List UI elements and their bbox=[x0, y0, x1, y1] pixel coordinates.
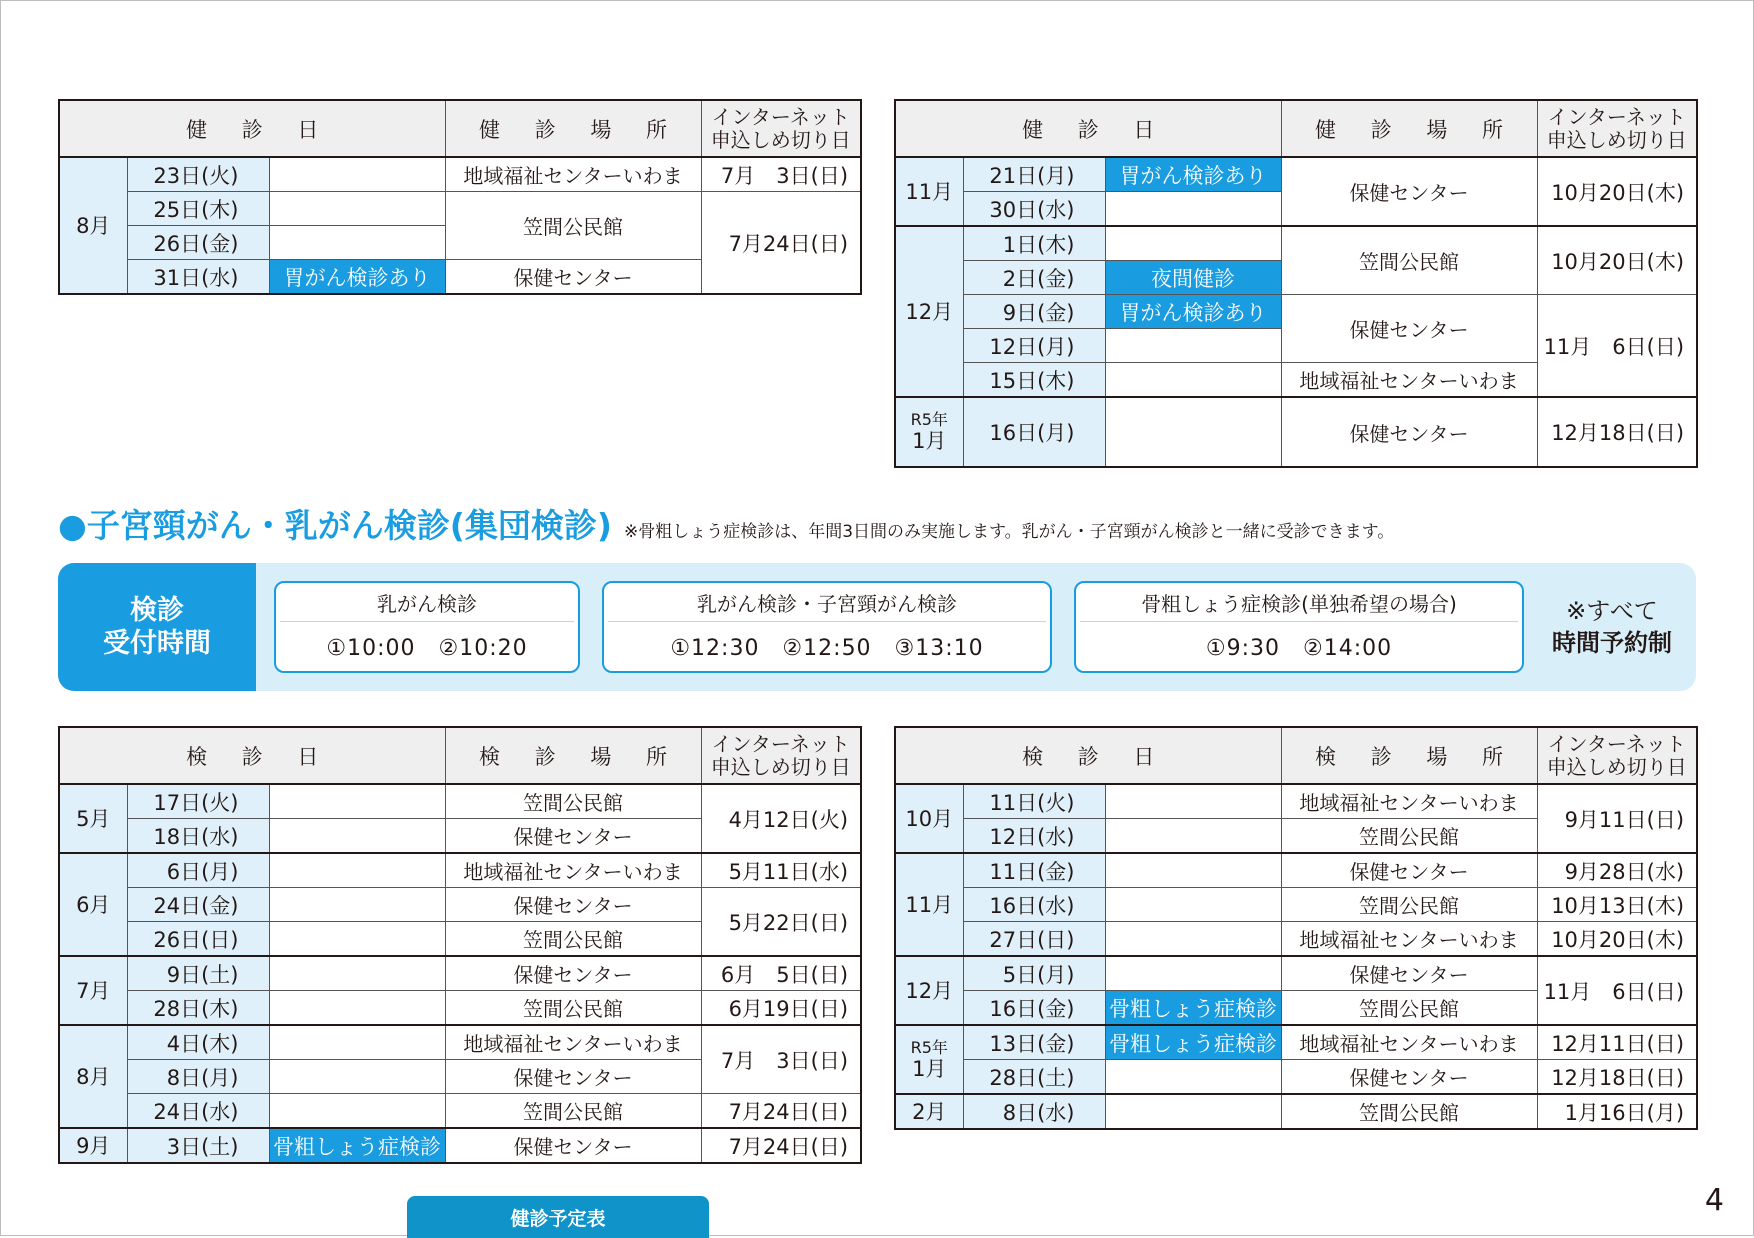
deadline-cell: 12月11日(日) bbox=[1537, 1025, 1697, 1060]
header-date: 健 診 日 bbox=[59, 100, 445, 157]
kenshin2-schedule-table-left bbox=[58, 726, 862, 1164]
month-cell: 8月 bbox=[59, 157, 127, 294]
note-cell bbox=[269, 226, 445, 260]
reservation-note: ※すべて 時間予約制 bbox=[1552, 597, 1672, 657]
table-header-row bbox=[59, 727, 861, 784]
place-cell: 地域福祉センターいわま bbox=[1281, 784, 1537, 819]
deadline-cell: 6月19日(日) bbox=[701, 991, 861, 1026]
note-cell bbox=[1105, 819, 1281, 854]
note-cell bbox=[1105, 192, 1281, 227]
month-cell: 5月 bbox=[59, 784, 127, 853]
card-title: 乳がん検診・子宮頸がん検診 bbox=[608, 583, 1046, 622]
table-row bbox=[895, 1025, 1697, 1060]
place-cell: 保健センター bbox=[445, 1060, 701, 1094]
day-cell: 28日(木) bbox=[127, 991, 269, 1026]
day-cell: 24日(水) bbox=[127, 1094, 269, 1129]
table-row bbox=[59, 1128, 861, 1163]
place-cell: 保健センター bbox=[1281, 853, 1537, 888]
place-cell: 保健センター bbox=[1281, 1060, 1537, 1095]
place-cell: 笠間公民館 bbox=[445, 1094, 701, 1129]
place-cell: 笠間公民館 bbox=[1281, 819, 1537, 854]
day-cell: 8日(水) bbox=[963, 1094, 1105, 1129]
note-badge: 骨粗しょう症検診 bbox=[1105, 1025, 1281, 1060]
day-cell: 6日(月) bbox=[127, 853, 269, 888]
deadline-cell: 10月20日(木) bbox=[1537, 226, 1697, 295]
day-cell: 16日(月) bbox=[963, 397, 1105, 467]
kenshin-schedule-table-left bbox=[58, 99, 862, 295]
deadline-cell: 7月 3日(日) bbox=[701, 157, 861, 192]
day-cell: 16日(金) bbox=[963, 991, 1105, 1026]
note-cell bbox=[269, 1094, 445, 1129]
place-cell: 地域福祉センターいわま bbox=[445, 853, 701, 888]
note-badge: 胃がん検診あり bbox=[269, 260, 445, 295]
note-cell bbox=[1105, 784, 1281, 819]
note-cell bbox=[1105, 397, 1281, 467]
deadline-cell: 1月16日(月) bbox=[1537, 1094, 1697, 1129]
deadline-cell: 9月11日(日) bbox=[1537, 784, 1697, 853]
day-cell: 4日(木) bbox=[127, 1025, 269, 1060]
deadline-cell: 6月 5日(日) bbox=[701, 956, 861, 991]
place-cell: 地域福祉センターいわま bbox=[1281, 363, 1537, 398]
deadline-cell: 7月 3日(日) bbox=[701, 1025, 861, 1094]
place-cell: 地域福祉センターいわま bbox=[1281, 922, 1537, 957]
month-cell: 10月 bbox=[895, 784, 963, 853]
deadline-cell: 9月28日(水) bbox=[1537, 853, 1697, 888]
table-row bbox=[59, 888, 861, 922]
place-cell: 笠間公民館 bbox=[445, 192, 701, 260]
table-header-row bbox=[895, 727, 1697, 784]
header-date: 検 診 日 bbox=[59, 727, 445, 784]
day-cell: 31日(水) bbox=[127, 260, 269, 295]
card-title: 乳がん検診 bbox=[280, 583, 574, 622]
place-cell: 保健センター bbox=[1281, 397, 1537, 467]
day-cell: 16日(水) bbox=[963, 888, 1105, 922]
table-header-row bbox=[895, 100, 1697, 157]
deadline-cell: 10月20日(木) bbox=[1537, 157, 1697, 226]
section-heading bbox=[58, 500, 1395, 545]
day-cell: 9日(金) bbox=[963, 295, 1105, 329]
day-cell: 2日(金) bbox=[963, 261, 1105, 295]
table-row bbox=[895, 397, 1697, 467]
deadline-cell: 10月13日(木) bbox=[1537, 888, 1697, 922]
place-cell: 笠間公民館 bbox=[445, 784, 701, 819]
place-cell: 保健センター bbox=[1281, 956, 1537, 991]
note-cell bbox=[1105, 329, 1281, 363]
month-cell: 6月 bbox=[59, 853, 127, 956]
day-cell: 26日(金) bbox=[127, 226, 269, 260]
place-cell: 地域福祉センターいわま bbox=[445, 157, 701, 192]
table-row bbox=[59, 956, 861, 991]
reception-card-osteoporosis bbox=[1074, 581, 1524, 673]
place-cell: 保健センター bbox=[445, 888, 701, 922]
note-cell bbox=[269, 991, 445, 1026]
deadline-cell: 12月18日(日) bbox=[1537, 1060, 1697, 1095]
day-cell: 15日(木) bbox=[963, 363, 1105, 398]
table-row bbox=[59, 1025, 861, 1060]
month-cell: R5年 1月 bbox=[895, 1025, 963, 1094]
table-row bbox=[895, 1094, 1697, 1129]
month-cell: 2月 bbox=[895, 1094, 963, 1129]
place-cell: 保健センター bbox=[445, 1128, 701, 1163]
deadline-cell: 4月12日(火) bbox=[701, 784, 861, 853]
kenshin-schedule-table-right bbox=[894, 99, 1698, 468]
header-place: 検 診 場 所 bbox=[445, 727, 701, 784]
note-cell bbox=[1105, 363, 1281, 398]
place-cell: 笠間公民館 bbox=[445, 922, 701, 957]
section-tab[interactable]: 健診予定表 bbox=[407, 1196, 709, 1238]
month-cell: 7月 bbox=[59, 956, 127, 1025]
header-place: 健 診 場 所 bbox=[1281, 100, 1537, 157]
kenshin2-schedule-table-right bbox=[894, 726, 1698, 1130]
day-cell: 9日(土) bbox=[127, 956, 269, 991]
note-cell bbox=[1105, 1060, 1281, 1095]
note-cell bbox=[1105, 1094, 1281, 1129]
place-cell: 保健センター bbox=[445, 260, 701, 295]
day-cell: 21日(月) bbox=[963, 157, 1105, 192]
note-badge: 胃がん検診あり bbox=[1105, 295, 1281, 329]
table-row bbox=[59, 157, 861, 192]
table-row bbox=[895, 956, 1697, 991]
place-cell: 地域福祉センターいわま bbox=[445, 1025, 701, 1060]
place-cell: 笠間公民館 bbox=[445, 991, 701, 1026]
deadline-cell: 11月 6日(日) bbox=[1537, 295, 1697, 398]
card-times: ①12:30 ②12:50 ③13:10 bbox=[670, 635, 984, 661]
day-cell: 27日(日) bbox=[963, 922, 1105, 957]
day-cell: 11日(金) bbox=[963, 853, 1105, 888]
place-cell: 保健センター bbox=[445, 819, 701, 854]
note-cell bbox=[1105, 888, 1281, 922]
day-cell: 23日(火) bbox=[127, 157, 269, 192]
table-row bbox=[895, 888, 1697, 922]
reception-card-breast-cervical bbox=[602, 581, 1052, 673]
note-cell bbox=[269, 1060, 445, 1094]
day-cell: 30日(水) bbox=[963, 192, 1105, 227]
table-row bbox=[59, 192, 861, 226]
place-cell: 笠間公民館 bbox=[1281, 991, 1537, 1026]
deadline-cell: 10月20日(木) bbox=[1537, 922, 1697, 957]
deadline-cell: 5月11日(水) bbox=[701, 853, 861, 888]
day-cell: 26日(日) bbox=[127, 922, 269, 957]
place-cell: 笠間公民館 bbox=[1281, 1094, 1537, 1129]
note-cell bbox=[1105, 853, 1281, 888]
header-place: 健 診 場 所 bbox=[445, 100, 701, 157]
table-row bbox=[895, 922, 1697, 957]
card-times: ①9:30 ②14:00 bbox=[1205, 635, 1393, 661]
table-row bbox=[59, 784, 861, 819]
note-cell bbox=[1105, 922, 1281, 957]
note-cell bbox=[269, 157, 445, 192]
month-cell: 12月 bbox=[895, 956, 963, 1025]
note-cell bbox=[269, 922, 445, 957]
month-cell: 11月 bbox=[895, 853, 963, 956]
table-row bbox=[59, 991, 861, 1026]
month-cell: 11月 bbox=[895, 157, 963, 226]
note-cell bbox=[269, 956, 445, 991]
month-cell: R5年 1月 bbox=[895, 397, 963, 467]
day-cell: 5日(月) bbox=[963, 956, 1105, 991]
reception-time-band bbox=[58, 563, 1696, 691]
note-badge: 骨粗しょう症検診 bbox=[269, 1128, 445, 1163]
day-cell: 17日(火) bbox=[127, 784, 269, 819]
header-deadline: インターネット 申込しめ切り日 bbox=[701, 100, 861, 157]
day-cell: 1日(木) bbox=[963, 226, 1105, 261]
table-row bbox=[895, 853, 1697, 888]
day-cell: 24日(金) bbox=[127, 888, 269, 922]
place-cell: 笠間公民館 bbox=[1281, 226, 1537, 295]
table-header-row bbox=[59, 100, 861, 157]
deadline-cell: 7月24日(日) bbox=[701, 192, 861, 295]
month-cell: 8月 bbox=[59, 1025, 127, 1128]
note-badge: 胃がん検診あり bbox=[1105, 157, 1281, 192]
table-row bbox=[895, 157, 1697, 192]
note-cell bbox=[269, 888, 445, 922]
card-times: ①10:00 ②10:20 bbox=[326, 635, 528, 661]
day-cell: 12日(水) bbox=[963, 819, 1105, 854]
note-cell bbox=[269, 1025, 445, 1060]
note-cell bbox=[269, 784, 445, 819]
day-cell: 11日(火) bbox=[963, 784, 1105, 819]
deadline-cell: 5月22日(日) bbox=[701, 888, 861, 957]
day-cell: 18日(水) bbox=[127, 819, 269, 854]
place-cell: 保健センター bbox=[1281, 295, 1537, 363]
deadline-cell: 11月 6日(日) bbox=[1537, 956, 1697, 1025]
deadline-cell: 7月24日(日) bbox=[701, 1128, 861, 1163]
table-row bbox=[895, 784, 1697, 819]
header-place: 検 診 場 所 bbox=[1281, 727, 1537, 784]
day-cell: 28日(土) bbox=[963, 1060, 1105, 1095]
place-cell: 保健センター bbox=[1281, 157, 1537, 226]
day-cell: 25日(木) bbox=[127, 192, 269, 226]
day-cell: 8日(月) bbox=[127, 1060, 269, 1094]
place-cell: 保健センター bbox=[445, 956, 701, 991]
note-cell bbox=[1105, 956, 1281, 991]
header-deadline: インターネット 申込しめ切り日 bbox=[1537, 100, 1697, 157]
note-cell bbox=[269, 192, 445, 226]
day-cell: 13日(金) bbox=[963, 1025, 1105, 1060]
table-row bbox=[895, 1060, 1697, 1095]
place-cell: 地域福祉センターいわま bbox=[1281, 1025, 1537, 1060]
section-note: ※骨粗しょう症検診は、年間3日間のみ実施します。乳がん・子宮頸がん検診と一緒に受診できます。 bbox=[623, 522, 1395, 542]
reception-card-breast bbox=[274, 581, 580, 673]
place-cell: 笠間公民館 bbox=[1281, 888, 1537, 922]
note-cell bbox=[1105, 226, 1281, 261]
table-row bbox=[59, 853, 861, 888]
day-cell: 12日(月) bbox=[963, 329, 1105, 363]
table-row bbox=[895, 295, 1697, 329]
day-cell: 3日(土) bbox=[127, 1128, 269, 1163]
table-row bbox=[59, 1094, 861, 1129]
table-row bbox=[895, 226, 1697, 261]
page-number: 4 bbox=[1704, 1183, 1724, 1218]
section-title: ●子宮頸がん・乳がん検診(集団検診) bbox=[58, 506, 612, 545]
deadline-cell: 7月24日(日) bbox=[701, 1094, 861, 1129]
deadline-cell: 12月18日(日) bbox=[1537, 397, 1697, 467]
reception-label: 検診 受付時間 bbox=[58, 563, 256, 691]
header-deadline: インターネット 申込しめ切り日 bbox=[701, 727, 861, 784]
note-cell bbox=[269, 819, 445, 854]
header-date: 健 診 日 bbox=[895, 100, 1281, 157]
month-cell: 12月 bbox=[895, 226, 963, 397]
note-badge: 夜間健診 bbox=[1105, 261, 1281, 295]
header-deadline: インターネット 申込しめ切り日 bbox=[1537, 727, 1697, 784]
header-date: 検 診 日 bbox=[895, 727, 1281, 784]
note-cell bbox=[269, 853, 445, 888]
note-badge: 骨粗しょう症検診 bbox=[1105, 991, 1281, 1026]
card-title: 骨粗しょう症検診(単独希望の場合) bbox=[1080, 583, 1518, 622]
month-cell: 9月 bbox=[59, 1128, 127, 1163]
